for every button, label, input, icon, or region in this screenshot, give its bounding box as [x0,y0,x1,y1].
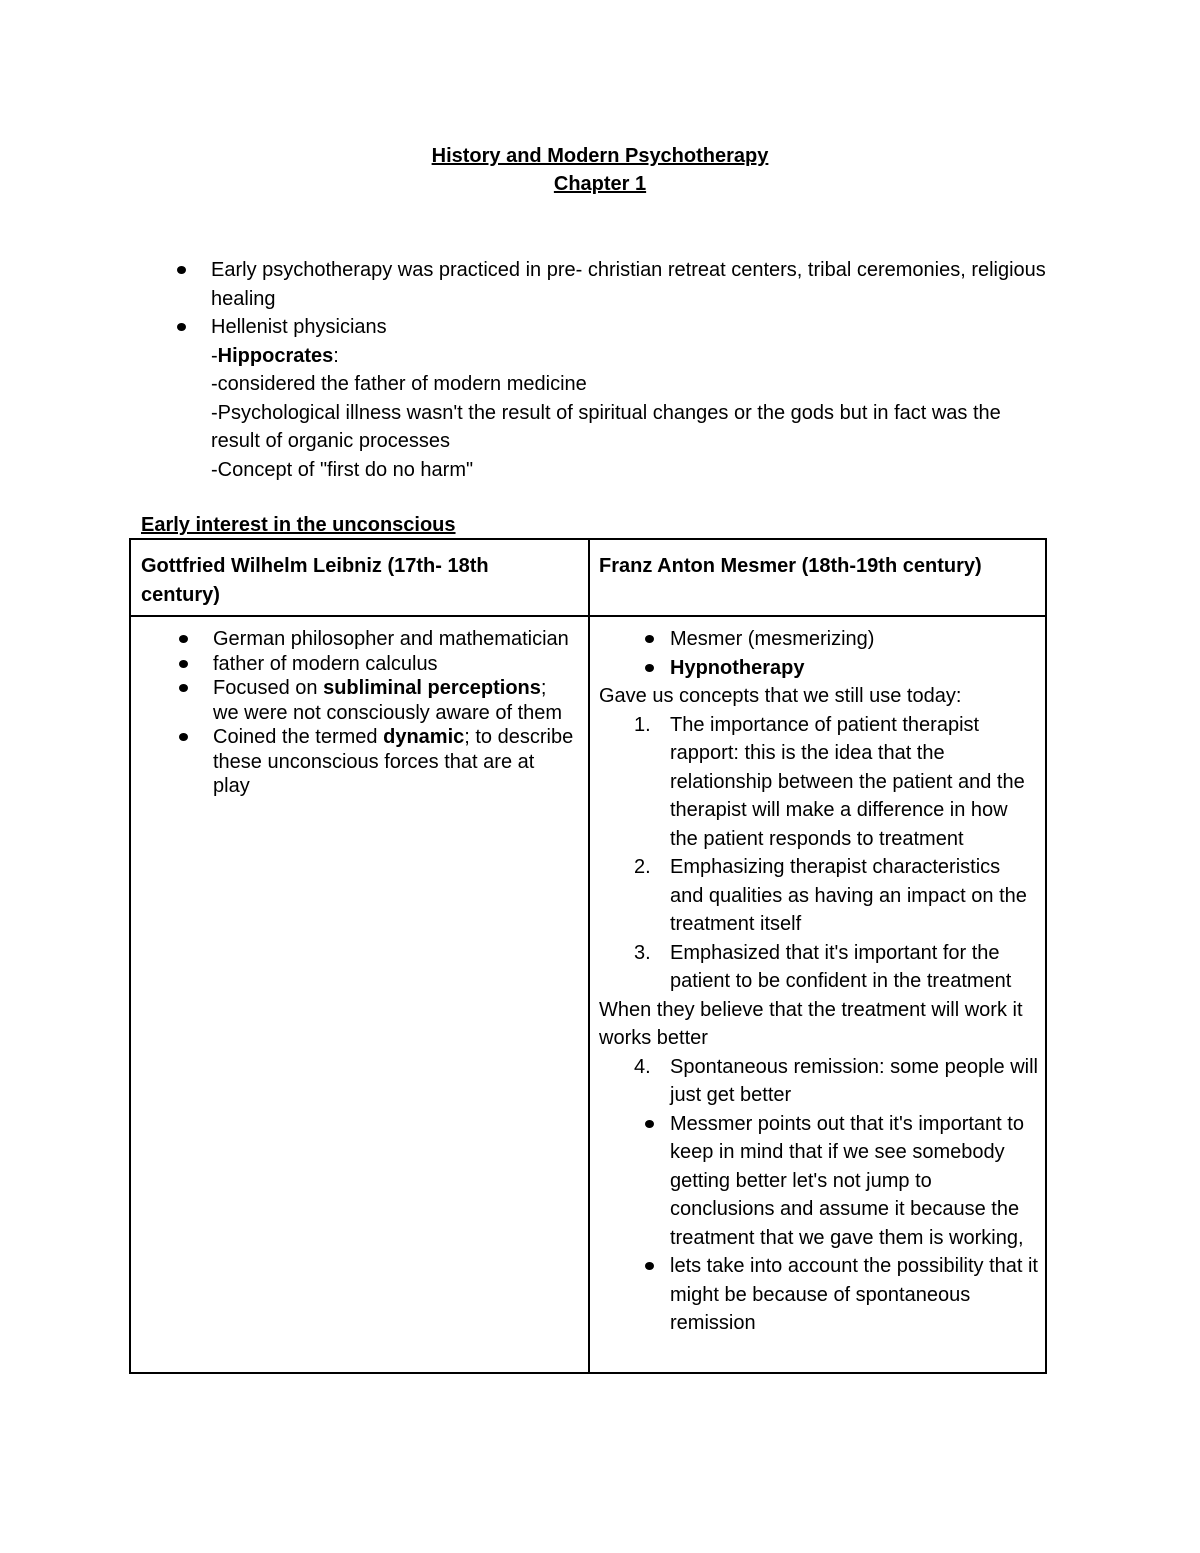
bullet-icon [179,635,188,643]
mesmer-header: Franz Anton Mesmer (18th-19th century) [599,555,982,577]
note-line: -Concept of "first do no harm" [211,458,474,481]
hippocrates-suffix: : [333,344,339,367]
document-title: History and Modern Psychotherapy [431,145,769,167]
leibniz-item-pre: Focused on [213,677,324,699]
numbered-item-text: Spontaneous remission: some people will just get better [670,1055,1038,1106]
list-item [599,1110,1039,1253]
leibniz-item-bold: dynamic [383,726,465,748]
chapter-heading: Chapter 1 [553,173,647,195]
numbered-item [599,853,1039,939]
item-number: 1. [634,713,651,736]
list-item [175,627,575,652]
list-item [173,313,1053,342]
bullet-icon [645,1262,654,1270]
leibniz-item-post: ; we were not consciously aware of them [213,677,563,724]
list-item [175,652,575,677]
numbered-item-text: The importance of patient therapist rapport: this is the idea that the relationship between the patient and the therapist will make a difference in how the patient responds to treatment [670,713,1025,850]
bullet-icon [645,1120,654,1128]
intro-bullet-text: Early psychotherapy was practiced in pre- christian retreat centers, tribal ceremonies, religious healing [211,259,1046,310]
mesmer-bullet-bold: Hypnotherapy [670,656,805,679]
bullet-icon [179,684,188,692]
list-item [599,625,1039,654]
leibniz-item-post: ; to describe these unconscious forces that are at play [213,726,574,797]
bullet-icon [645,664,654,672]
believe-note: When they believe that the treatment will work it works better [599,998,1023,1049]
list-item [599,1252,1039,1338]
mesmer-bullet-text: Mesmer (mesmerizing) [670,628,875,650]
bullet-icon [177,323,186,331]
list-item [599,654,1039,683]
row-divider [131,615,1045,617]
leibniz-item-bold: subliminal perceptions [323,677,541,699]
numbered-item [599,711,1039,854]
leibniz-item-pre: Coined the termed [213,726,384,748]
intro-list [173,256,1053,484]
hippocrates-name: Hippocrates [217,344,334,367]
mesmer-body [599,625,1039,1338]
hippocrates-prefix: - [211,344,218,367]
note-line: -considered the father of modern medicine [211,373,587,395]
leibniz-item-text: German philosopher and mathematician [213,628,569,650]
leibniz-header: Gottfried Wilhelm Leibniz (17th- 18th century) [141,555,489,606]
leibniz-list [175,627,575,799]
note-line: -Psychological illness wasn't the result of spiritual changes or the gods but in fact was the result of organic processes [211,401,1001,452]
bullet-icon [177,266,186,274]
comparison-table [129,538,1047,1374]
numbered-item [599,1053,1039,1110]
bullet-icon [179,660,188,668]
list-item [175,725,575,799]
column-divider [588,540,590,1372]
numbered-item [599,939,1039,996]
item-number: 3. [634,941,651,964]
item-number: 2. [634,856,651,878]
item-number: 4. [634,1055,651,1078]
intro-bullet-text: Hellenist physicians [211,316,387,338]
section-heading: Early interest in the unconscious [141,514,456,536]
concepts-intro: Gave us concepts that we still use today: [599,685,962,707]
list-item [175,676,575,725]
mesmer-sub-text: Messmer points out that it's important to keep in mind that if we see somebody getting better let's not jump to conclusions and assume it because the treatment that we gave them is working, [670,1112,1024,1249]
numbered-item-text: Emphasized that it's important for the patient to be confident in the treatment [670,941,1012,992]
bullet-icon [179,733,188,741]
mesmer-sub-text: lets take into account the possibility that it might be because of spontaneous remission [670,1255,1038,1334]
numbered-item-text: Emphasizing therapist characteristics and qualities as having an impact on the treatment itself [670,856,1027,935]
leibniz-item-text: father of modern calculus [213,652,438,675]
hippocrates-line [173,342,1053,371]
list-item [173,256,1053,313]
bullet-icon [645,635,654,643]
